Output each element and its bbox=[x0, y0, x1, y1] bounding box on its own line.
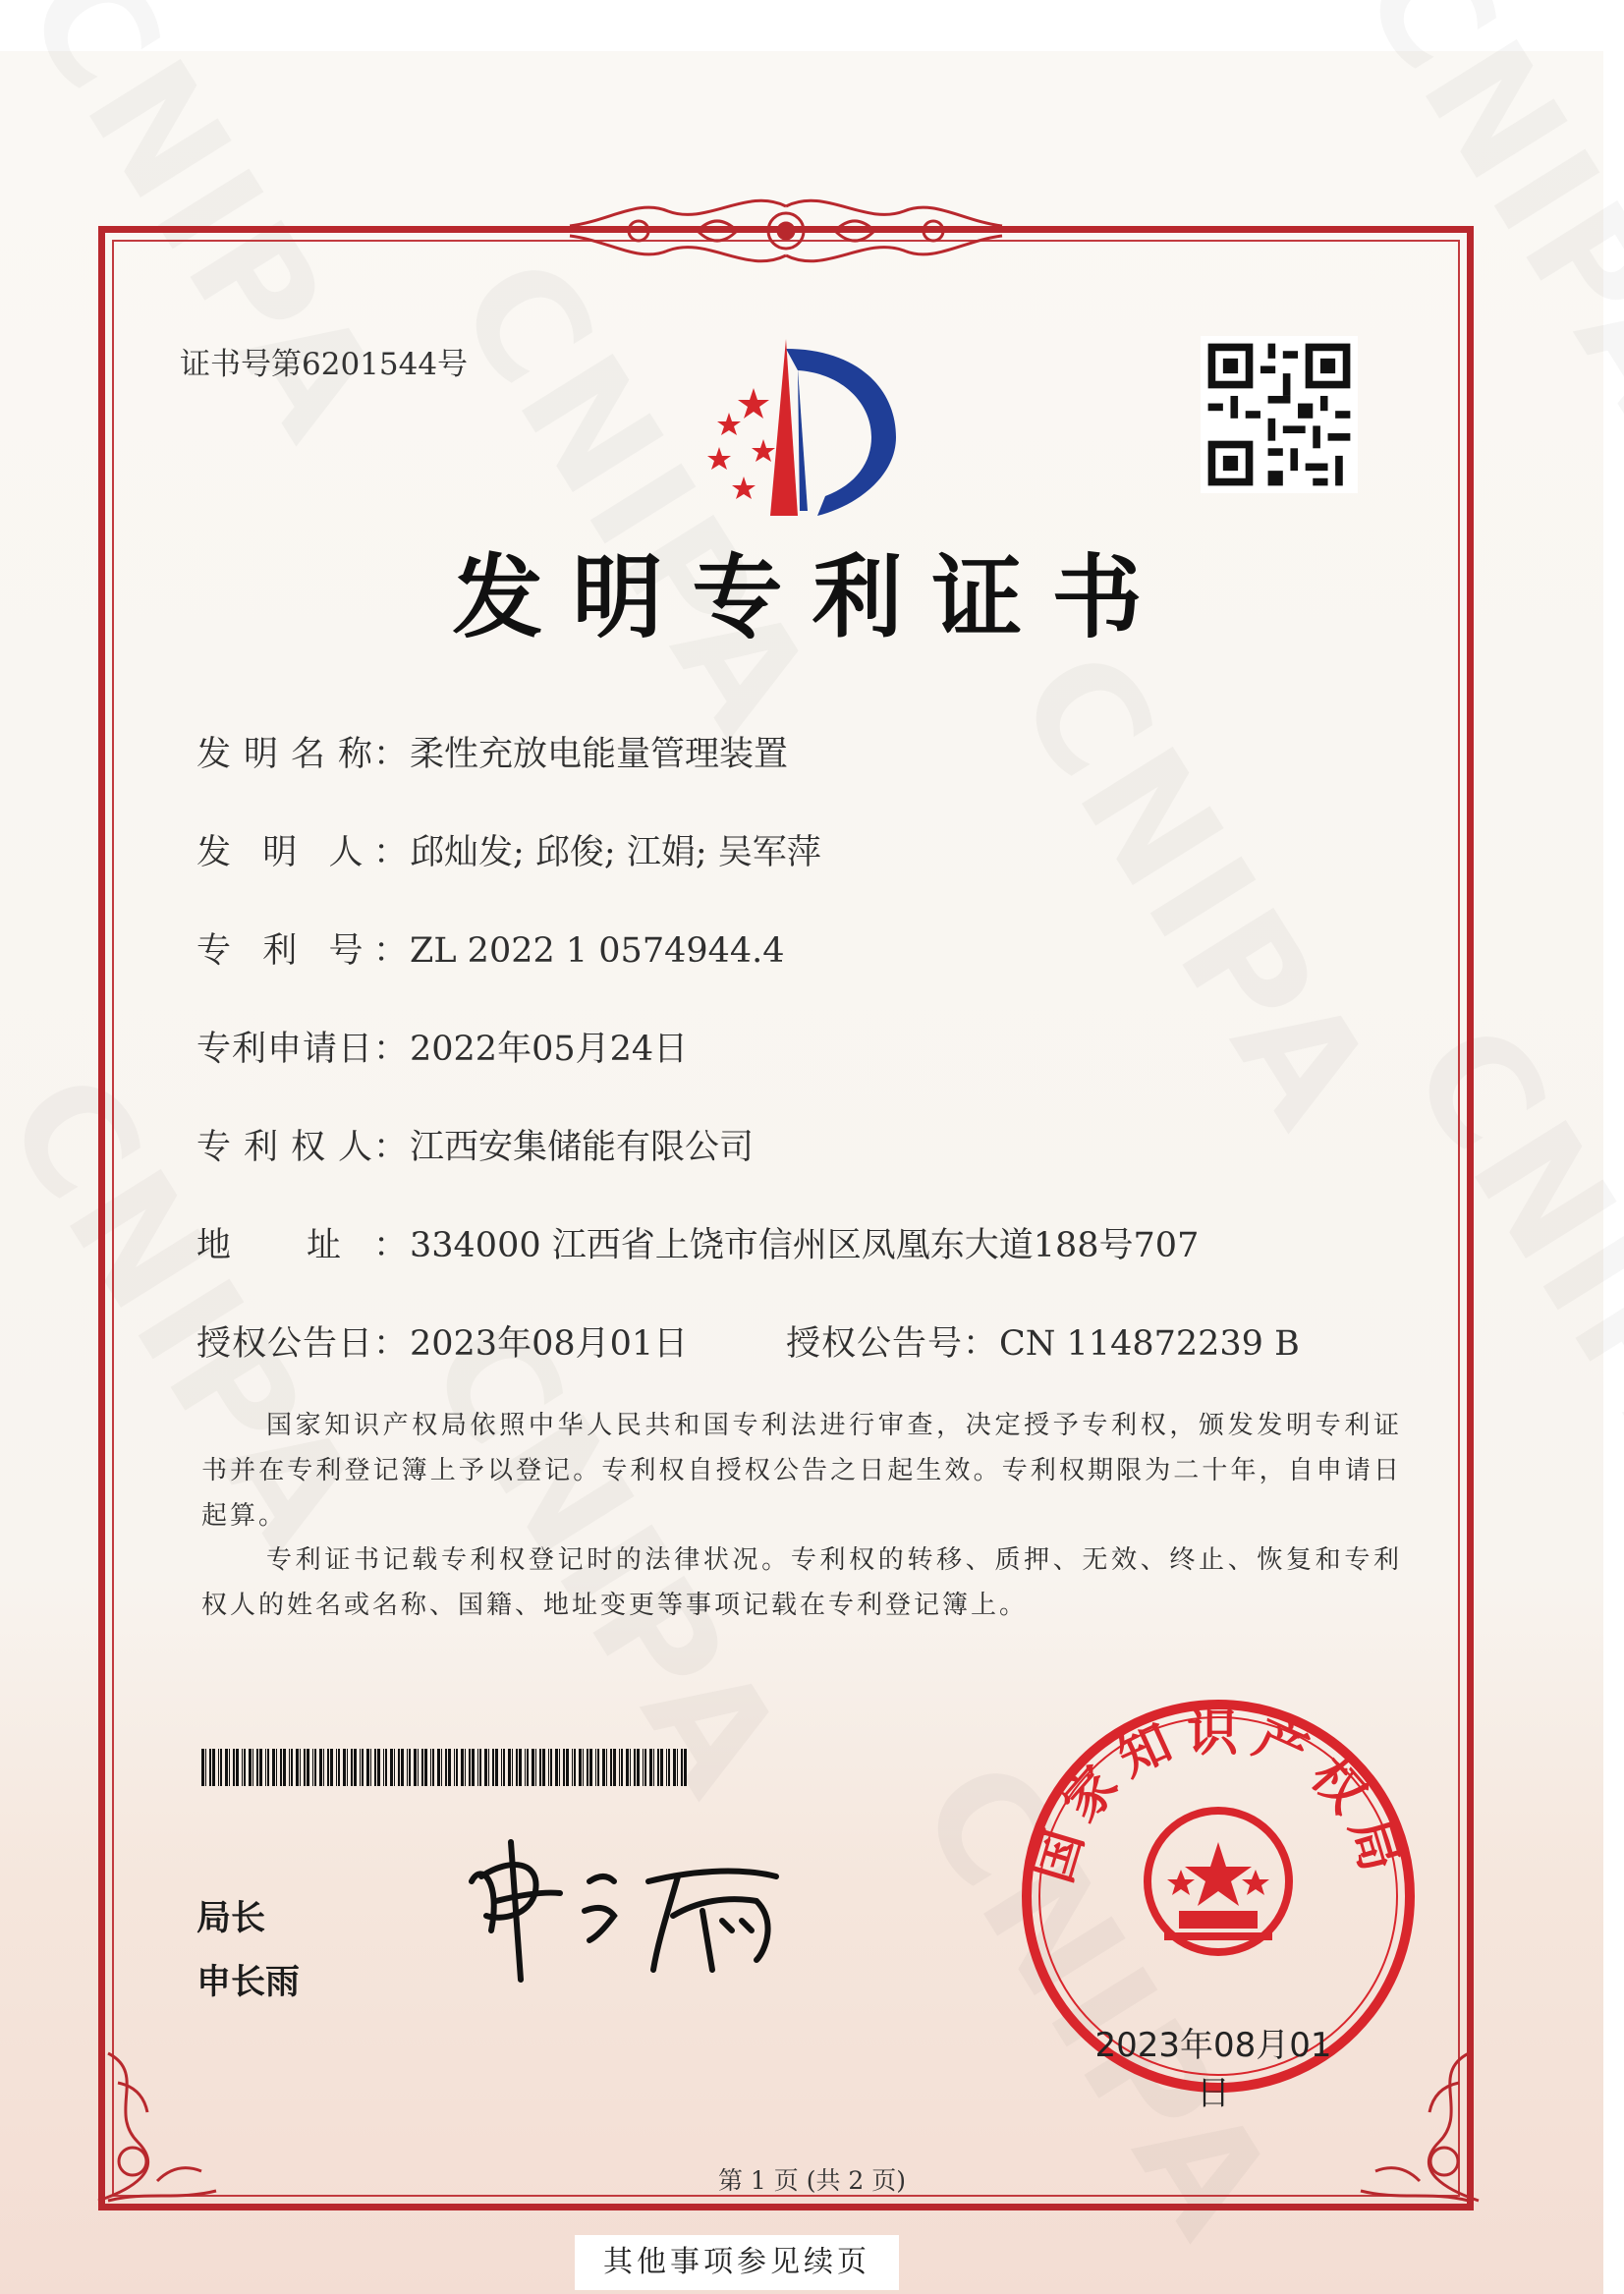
seal-date: 2023年08月01日 bbox=[1094, 2026, 1332, 2113]
field-patentee bbox=[196, 1120, 754, 1169]
field-address bbox=[196, 1218, 1199, 1267]
field-label: 授权公告日： bbox=[196, 1324, 408, 1364]
field-value: CN 114872239 B bbox=[999, 1324, 1300, 1364]
statement-paragraph: 专利证书记载专利权登记时的法律状况。专利权的转移、质押、无效、终止、恢复和专利权人的姓名或名称、国籍、地址变更等事项记载在专利登记簿上。 bbox=[201, 1545, 1402, 1620]
field-patent-no bbox=[196, 923, 785, 973]
top-ornament bbox=[550, 187, 1022, 275]
field-label: 授权公告号： bbox=[786, 1324, 997, 1364]
barcode bbox=[201, 1749, 691, 1786]
certificate-number: 证书号第6201544号 bbox=[180, 347, 469, 382]
field-label: 专利申请日： bbox=[196, 1030, 408, 1069]
field-value: 334000 江西省上饶市信州区凤凰东大道188号707 bbox=[410, 1226, 1200, 1265]
director-title: 局长 bbox=[196, 1899, 266, 1938]
field-label: 发 明 人： bbox=[196, 833, 408, 872]
field-label: 专 利 号： bbox=[196, 931, 408, 971]
footer-note: 其他事项参见续页 bbox=[575, 2235, 899, 2290]
field-label: 发 明 名 称： bbox=[196, 735, 408, 774]
field-label: 专 利 权 人： bbox=[196, 1128, 408, 1167]
field-value: 柔性充放电能量管理装置 bbox=[410, 735, 789, 774]
page-indicator: 第 1 页 (共 2 页) bbox=[717, 2166, 907, 2195]
field-value: 江西安集储能有限公司 bbox=[410, 1128, 755, 1167]
field-filing-date bbox=[196, 1022, 688, 1071]
statement-paragraph: 国家知识产权局依照中华人民共和国专利法进行审查，决定授予专利权，颁发发明专利证书并在专利登记簿上予以登记。专利权自授权公告之日起生效。专利权期限为二十年，自申请日起算。 bbox=[201, 1411, 1402, 1531]
director-signature bbox=[462, 1822, 815, 1999]
field-value: 2022年05月24日 bbox=[410, 1030, 689, 1069]
field-grant-no bbox=[786, 1316, 1300, 1366]
field-value: 2023年08月01日 bbox=[410, 1324, 689, 1364]
field-grant-date bbox=[196, 1316, 688, 1366]
field-inventors bbox=[196, 825, 821, 874]
certificate-title: 发明专利证书 bbox=[452, 545, 1172, 650]
field-value: 邱灿发; 邱俊; 江娟; 吴军萍 bbox=[410, 833, 821, 872]
cnipa-logo bbox=[660, 329, 916, 526]
director-name: 申长雨 bbox=[196, 1963, 301, 2002]
seal-text: 国家知识产权局 bbox=[1024, 1704, 1413, 1890]
field-label: 地 址： bbox=[196, 1226, 408, 1265]
field-value: ZL 2022 1 0574944.4 bbox=[410, 931, 785, 971]
field-invention-name bbox=[196, 727, 788, 776]
qr-code bbox=[1201, 336, 1358, 493]
